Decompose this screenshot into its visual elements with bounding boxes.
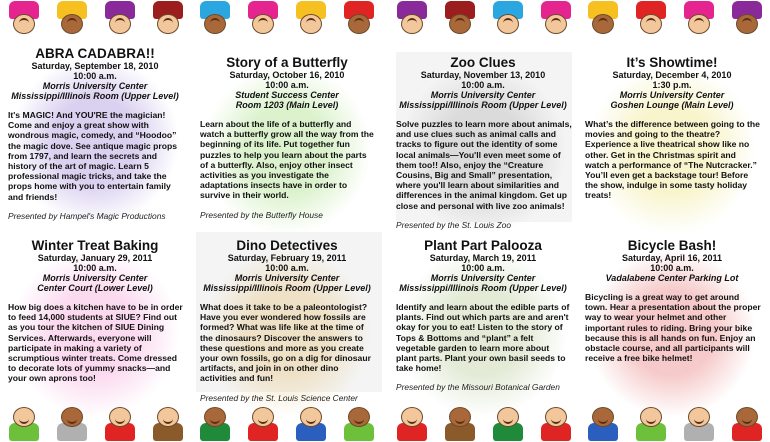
- event-description: It's MAGIC! And YOU'RE the magician! Come and enjoy a great show with wondrous magic, comedy, and “Hoodoo” the magic dove. See antique magic props from 1797, and learn the secrets and history of the art of magic. Learn 5 professional magic tricks, and take the props home with you to entertain family and friends!: [8, 110, 178, 202]
- event-description: Solve puzzles to learn more about animals, and use clues such as animal calls and tracks to figure out the identity of some local animals—You'll even meet some of them too!! Also, enjoy the “Creature Cousins, Big and Small” presentation, where you'll learn about similarities and differences in the animal kingdom. Get up close and personal with live zoo animals!: [396, 119, 572, 211]
- event-date: Saturday, October 16, 2010: [229, 70, 345, 80]
- cartoon-kid-icon: [290, 1, 332, 37]
- cartoon-kid-icon: [51, 1, 93, 37]
- event-date: Saturday, September 18, 2010: [31, 61, 159, 71]
- cartoon-kid-icon: [678, 405, 720, 441]
- event-presenter: Presented by the St. Louis Zoo: [396, 219, 511, 230]
- cartoon-kid-icon: [439, 1, 481, 37]
- event-title: Story of a Butterfly: [226, 55, 348, 70]
- event-location: Morris University Center: [234, 273, 340, 283]
- event-description: What does it take to be a paleontologist? Have you ever wondered how fossils are formed? What was life like at the time of the dinosaurs? Discover the answers to these questions and more as you create your own fossils, go on a dig for dinosaur artifacts, and join in on other dino activities and fun!: [200, 302, 371, 384]
- event-time: 10:00 a.m.: [265, 263, 309, 273]
- cartoon-kid-icon: [630, 405, 672, 441]
- cartoon-kid-icon: [99, 1, 141, 37]
- event-its-showtime: [577, 55, 767, 201]
- event-dino-detectives: [192, 238, 382, 403]
- event-date: Saturday, January 29, 2011: [37, 253, 153, 263]
- event-title: ABRA CADABRA!!: [35, 46, 155, 61]
- cartoon-kid-icon: [582, 405, 624, 441]
- cartoon-kid-icon: [726, 405, 768, 441]
- event-time: 10:00 a.m.: [73, 71, 117, 81]
- cartoon-kid-icon: [147, 1, 189, 37]
- cartoon-kid-icon: [338, 1, 380, 37]
- cartoon-kid-icon: [3, 1, 45, 37]
- cartoon-kid-icon: [439, 405, 481, 441]
- kids-border-top: [388, 0, 770, 38]
- event-location: Mississippi/Illinois Room (Upper Level): [11, 91, 179, 101]
- event-date: Saturday, April 16, 2011: [621, 253, 723, 263]
- event-location: Mississippi/Illinois Room (Upper Level): [399, 283, 567, 293]
- cartoon-kid-icon: [391, 405, 433, 441]
- event-winter-treat-baking: [0, 238, 190, 384]
- event-location: Morris University Center: [430, 90, 536, 100]
- cartoon-kid-icon: [194, 1, 236, 37]
- kids-border-top: [0, 0, 383, 38]
- event-location: Morris University Center: [430, 273, 536, 283]
- event-date: Saturday, November 13, 2010: [420, 70, 546, 80]
- event-story-of-a-butterfly: [192, 55, 382, 220]
- event-presenter: Presented by the Missouri Botanical Garden: [396, 382, 560, 393]
- cartoon-kid-icon: [51, 405, 93, 441]
- event-presenter: Presented by the Butterfly House: [200, 209, 323, 220]
- event-location: Mississippi/Illinois Room (Upper Level): [399, 100, 567, 110]
- event-location: Goshen Lounge (Main Level): [610, 100, 734, 110]
- event-location: Morris University Center: [42, 81, 148, 91]
- event-time: 10:00 a.m.: [461, 80, 505, 90]
- event-bicycle-bash: [577, 238, 767, 363]
- event-location: Student Success Center: [235, 90, 339, 100]
- event-presenter: Presented by Hampel's Magic Productions: [8, 210, 166, 221]
- cartoon-kid-icon: [391, 1, 433, 37]
- kids-border-bottom: [0, 404, 383, 442]
- cartoon-kid-icon: [194, 405, 236, 441]
- cartoon-kid-icon: [678, 1, 720, 37]
- cartoon-kid-icon: [582, 1, 624, 37]
- cartoon-kid-icon: [290, 405, 332, 441]
- event-location: Vadalabene Center Parking Lot: [605, 273, 739, 283]
- event-location: Mississippi/Illinois Room (Upper Level): [203, 283, 371, 293]
- event-description: How big does a kitchen have to be in order to feed 14,000 students at SIUE? Find out as you tour the kitchen of SIUE Dining Services. Afterwards, everyone will participate in making a variety of scrumptious winter treats. Come dressed to decorate lots of yummy snacks—and your own aprons too!: [8, 302, 183, 384]
- event-date: Saturday, December 4, 2010: [612, 70, 732, 80]
- cartoon-kid-icon: [3, 405, 45, 441]
- cartoon-kid-icon: [338, 405, 380, 441]
- event-description: Identify and learn about the edible parts of plants. Find out which parts are and aren't okay for you to eat! Listen to the story of Tops & Bottoms and “plant” a felt vegetable garden to learn more about plant parts. Plant your own basil seeds to take home!: [396, 302, 570, 374]
- cartoon-kid-icon: [630, 1, 672, 37]
- cartoon-kid-icon: [242, 405, 284, 441]
- cartoon-kid-icon: [535, 405, 577, 441]
- event-date: Saturday, February 19, 2011: [227, 253, 347, 263]
- event-description: Learn about the life of a butterfly and watch a butterfly grow all the way from the beginning of its life. Put together fun puzzles to help you learn about the parts of a butterfly. Also, enjoy other insect activities as you investigate the adaptations insects have in order to survive in their world.: [200, 119, 374, 201]
- event-title: Plant Part Palooza: [424, 238, 542, 253]
- event-location: Room 1203 (Main Level): [235, 100, 339, 110]
- event-time: 10:00 a.m.: [461, 263, 505, 273]
- event-plant-part-palooza: [388, 238, 578, 392]
- event-abra-cadabra: [0, 46, 190, 221]
- event-title: Dino Detectives: [236, 238, 338, 253]
- event-description: What’s the difference between going to the movies and going to the theatre? Experience a live theatrical show like no other. Get in the Christmas spirit and watch a performance of “The Nutcracker.” You’ll even get a backstage tour! Before the show, indulge in some tasty holiday treats!: [585, 119, 760, 201]
- event-time: 10:00 a.m.: [73, 263, 117, 273]
- event-date: Saturday, March 19, 2011: [429, 253, 537, 263]
- flyer-left-page: [0, 0, 383, 442]
- cartoon-kid-icon: [487, 1, 529, 37]
- event-location: Morris University Center: [619, 90, 725, 100]
- event-zoo-clues: [388, 55, 578, 230]
- event-title: Zoo Clues: [450, 55, 516, 70]
- event-title: Winter Treat Baking: [31, 238, 159, 253]
- cartoon-kid-icon: [535, 1, 577, 37]
- cartoon-kid-icon: [726, 1, 768, 37]
- event-description: Bicycling is a great way to get around town. Hear a presentation about the proper way to wear your helmet and other important rules to riding. Bring your bike because this is all hands on fun. Enjoy an obstacle course, and all participants will receive a free bike helmet!: [585, 292, 761, 364]
- cartoon-kid-icon: [487, 405, 529, 441]
- kids-border-bottom: [388, 404, 770, 442]
- flyer-right-page: [388, 0, 770, 442]
- event-time: 1:30 p.m.: [652, 80, 692, 90]
- event-location: Morris University Center: [42, 273, 148, 283]
- cartoon-kid-icon: [147, 405, 189, 441]
- event-time: 10:00 a.m.: [650, 263, 694, 273]
- event-presenter: Presented by the St. Louis Science Center: [200, 392, 358, 403]
- event-time: 10:00 a.m.: [265, 80, 309, 90]
- event-title: It’s Showtime!: [626, 55, 718, 70]
- event-location: Center Court (Lower Level): [37, 283, 153, 293]
- event-title: Bicycle Bash!: [627, 238, 717, 253]
- cartoon-kid-icon: [242, 1, 284, 37]
- cartoon-kid-icon: [99, 405, 141, 441]
